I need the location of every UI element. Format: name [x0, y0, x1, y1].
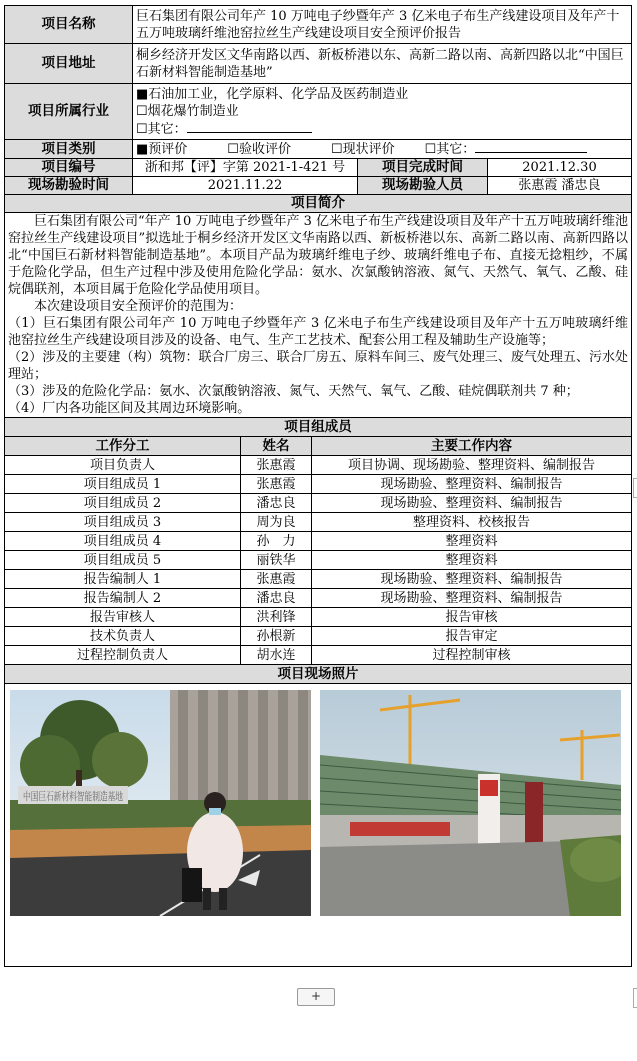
team-role: 项目组成员 4 [5, 532, 241, 551]
category-option-pre[interactable]: ■预评价 [136, 142, 188, 157]
table-row [5, 608, 632, 627]
team-role: 报告审核人 [5, 608, 241, 627]
team-work: 现场勘验、整理资料、编制报告 [312, 494, 632, 513]
photo-sign-text: 中国巨石新材料智能制造基地 [23, 791, 166, 803]
photo-entrance-image [10, 690, 311, 916]
team-role: 报告编制人 1 [5, 570, 241, 589]
team-work: 项目协调、现场勘验、整理资料、编制报告 [312, 456, 632, 475]
team-role: 项目组成员 2 [5, 494, 241, 513]
table-row [5, 513, 632, 532]
industry-option-other[interactable]: ☐其它： [136, 120, 628, 138]
intro-title: 项目简介 [5, 195, 632, 213]
team-work: 现场勘验、整理资料、编制报告 [312, 475, 632, 494]
survey-time-label: 现场勘验时间 [5, 177, 133, 195]
intro-paragraph-2: 本次建设项目安全预评价的范围为： [34, 299, 243, 314]
survey-time-value: 2021.11.22 [133, 177, 358, 195]
team-role: 项目组成员 5 [5, 551, 241, 570]
survey-staff-label: 现场勘验人员 [358, 177, 488, 195]
table-row [5, 570, 632, 589]
team-role: 项目组成员 1 [5, 475, 241, 494]
team-work: 整理资料、校核报告 [312, 513, 632, 532]
industry-option-petrochem[interactable]: ■石油加工业，化学原料、化学品及医药制造业 [136, 86, 409, 102]
team-work: 现场勘验、整理资料、编制报告 [312, 570, 632, 589]
project-number-value: 浙和邦【评】字第 2021-1-421 号 [133, 159, 358, 177]
table-row [5, 589, 632, 608]
team-work: 整理资料 [312, 551, 632, 570]
complete-time-label: 项目完成时间 [358, 159, 488, 177]
team-role: 项目组成员 3 [5, 513, 241, 532]
survey-staff-value: 张惠霞 潘忠良 [488, 177, 632, 195]
team-name: 周为良 [241, 513, 312, 532]
team-name: 洪利锋 [241, 608, 312, 627]
document-sheet [4, 5, 631, 967]
right-edge-handle [633, 478, 637, 498]
category-option-acceptance[interactable]: ☐验收评价 [227, 142, 291, 157]
team-name: 胡水连 [241, 646, 312, 665]
project-industry-label: 项目所属行业 [5, 84, 133, 140]
team-name: 孙根新 [241, 627, 312, 646]
project-address-label: 项目地址 [5, 44, 133, 84]
project-category-options [133, 140, 632, 159]
team-name: 丽铁华 [241, 551, 312, 570]
project-number-label: 项目编号 [5, 159, 133, 177]
table-row [5, 475, 632, 494]
category-option-other[interactable]: ☐其它： [425, 142, 588, 157]
info-table [4, 5, 632, 418]
right-edge-handle [633, 988, 637, 1008]
team-name: 孙 力 [241, 532, 312, 551]
team-name: 潘忠良 [241, 494, 312, 513]
project-name-label: 项目名称 [5, 6, 133, 44]
intro-item-2: （2）涉及的主要建（构）筑物：联合厂房三、联合厂房五、原料车间三、废气处理三、废气处理五、污水处理站； [8, 350, 628, 382]
project-address-value: 桐乡经济开发区文华南路以西、新板桥港以东、高新二路以南、高新四路以北“中国巨石新材料智能制造基地” [133, 44, 632, 84]
table-row [5, 627, 632, 646]
table-row [5, 456, 632, 475]
add-button[interactable]: + [297, 988, 335, 1006]
photos-title: 项目现场照片 [5, 665, 632, 684]
team-work: 现场勘验、整理资料、编制报告 [312, 589, 632, 608]
team-role: 报告编制人 2 [5, 589, 241, 608]
team-work: 报告审核 [312, 608, 632, 627]
team-title: 项目组成员 [5, 418, 632, 437]
table-row [5, 532, 632, 551]
intro-paragraph-1: 巨石集团有限公司“年产 10 万吨电子纱暨年产 3 亿米电子布生产线建设项目及年产十五万吨玻璃纤维池窑拉丝生产线建设项目”拟选址于桐乡经济开发区文华南路以西、新板桥港以东、高新二路以南、高新四路以北“中国巨石新材料智能制造基地”。本项目产品为玻璃纤维电子纱、玻璃纤维电子布、直接无捻粗纱，不属于危险化学品，但生产过程中涉及使用危险化学品：氨水、次氯酸钠溶液、氮气、天然气、氧气、乙酸、硅烷偶联剂，本项目属于危险化学品使用项目。 [8, 214, 628, 297]
intro-item-4: （4）厂内各功能区间及其周边环境影响。 [8, 401, 251, 416]
team-role: 技术负责人 [5, 627, 241, 646]
table-row [5, 494, 632, 513]
table-row [5, 551, 632, 570]
site-photo-construction [320, 690, 621, 916]
team-header-role: 工作分工 [5, 437, 241, 456]
team-name: 张惠霞 [241, 456, 312, 475]
table-row [5, 646, 632, 665]
team-table [4, 417, 632, 967]
photo-construction-image [320, 690, 621, 916]
intro-body [5, 213, 632, 418]
team-header-work: 主要工作内容 [312, 437, 632, 456]
intro-item-1: （1）巨石集团有限公司年产 10 万吨电子纱暨年产 3 亿米电子布生产线建设项目及年产十五万吨玻璃纤维池窑拉丝生产线建设项目涉及的设备、电气、生产工艺技术、配套公用工程及辅助生产设施等； [8, 316, 628, 348]
team-name: 潘忠良 [241, 589, 312, 608]
project-name-value: 巨石集团有限公司年产 10 万吨电子纱暨年产 3 亿米电子布生产线建设项目及年产十五万吨玻璃纤维池窑拉丝生产线建设项目安全预评价报告 [133, 6, 632, 44]
team-name: 张惠霞 [241, 475, 312, 494]
team-work: 过程控制审核 [312, 646, 632, 665]
complete-time-value: 2021.12.30 [488, 159, 632, 177]
site-photo-entrance [10, 690, 311, 916]
project-industry-options [133, 84, 632, 140]
team-work: 报告审定 [312, 627, 632, 646]
category-option-status[interactable]: ☐现状评价 [330, 142, 395, 157]
intro-item-3: （3）涉及的危险化学品：氨水、次氯酸钠溶液、氮气、天然气、氧气、乙酸、硅烷偶联剂共 7 种； [8, 384, 579, 399]
team-work: 整理资料 [312, 532, 632, 551]
team-role: 过程控制负责人 [5, 646, 241, 665]
industry-option-fireworks[interactable]: ☐烟花爆竹制造业 [136, 103, 239, 119]
photos-cell [5, 684, 632, 967]
team-header-name: 姓名 [241, 437, 312, 456]
team-role: 项目负责人 [5, 456, 241, 475]
team-name: 张惠霞 [241, 570, 312, 589]
project-category-label: 项目类别 [5, 140, 133, 159]
